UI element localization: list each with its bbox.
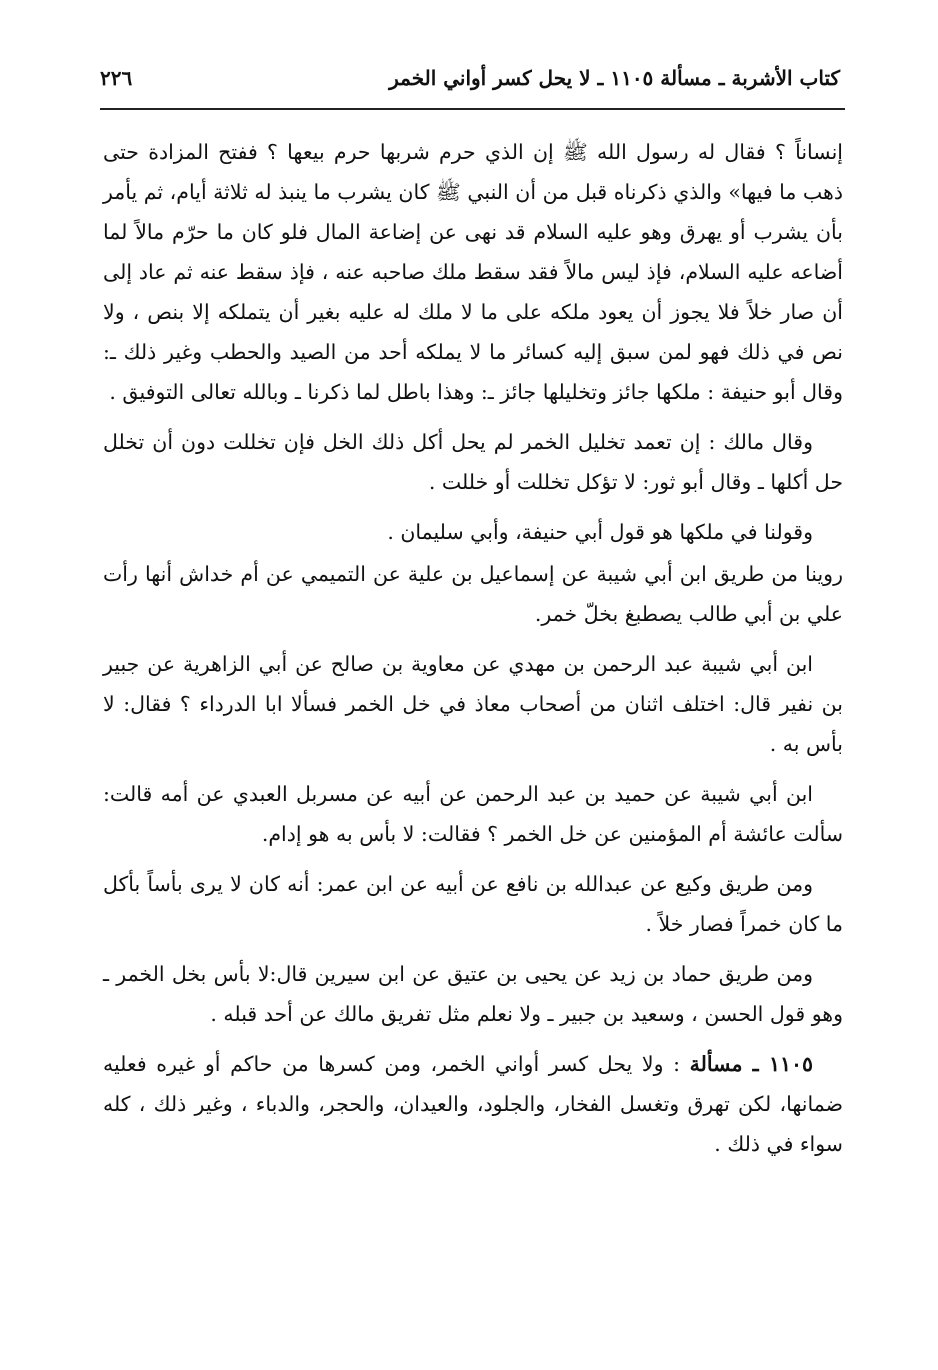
paragraph: إنساناً ؟ فقال له رسول الله ﷺ إن الذي حرم شربها حرم بيعها ؟ ففتح المزادة حتى ذهب ما فيها» والذي ذكرناه قبل من أن النبي ﷺ كان يشرب ما ينبذ له ثلاثة أيام، ثم يأمر بأن يشرب أو يهرق وهو عليه السلام قد نهى عن إضاعة المال فلو كان ما حرّم مالاً لما أضاعه عليه السلام، فإذ ليس مالاً فقد سقط ملك صاحبه عنه ، فإذ سقط عنه ثم عاد إلى أن صار خلاً فلا يجوز أن يعود ملكه على ما لا ملك له عليه بغير أن يتملكه إلا بنص ، ولا نص في ذلك فهو لمن سبق إليه كسائر ما لا يملكه أحد من الصيد والحطب وغير ذلك ـ: وقال أبو حنيفة : ملكها جائز وتخليلها جائز ـ: وهذا باطل لما ذكرنا ـ وبالله تعالى التوفيق . [103, 140, 843, 404]
body-text [103, 132, 843, 1164]
running-title: كتاب الأشربة ـ مسألة ١١٠٥ ـ لا يحل كسر أواني الخمر [389, 66, 840, 90]
paragraph: ابن أبي شيبة عبد الرحمن بن مهدي عن معاوية بن صالح عن أبي الزاهرية عن جبير بن نفير قال: اختلف اثنان من أصحاب معاذ في خل الخمر فسألا ابا الدرداء ؟ فقال: لا بأس به . [103, 652, 843, 756]
paragraph: روينا من طريق ابن أبي شيبة عن إسماعيل بن علية عن التميمي عن أم خداش أنها رأت علي بن أبي طالب يصطبغ بخلّ خمر. [103, 562, 843, 626]
header-rule [100, 108, 845, 110]
paragraph: ابن أبي شيبة عن حميد بن عبد الرحمن عن أبيه عن مسربل العبدي عن أمه قالت: سألت عائشة أم المؤمنين عن خل الخمر ؟ فقالت: لا بأس به هو إدام. [103, 782, 843, 846]
page-header [100, 58, 840, 98]
paragraph: ومن طريق وكيع عن عبدالله بن نافع عن أبيه عن ابن عمر: أنه كان لا يرى بأساً بأكل ما كان خمراً فصار خلاً . [103, 872, 843, 936]
issue-paragraph [103, 1044, 843, 1164]
issue-text: : ولا يحل كسر أواني الخمر، ومن كسرها من حاكم أو غيره فعليه ضمانها، لكن تهرق وتغسل الفخار، والجلود، والعيدان، والحجر، والدباء ، وغير ذلك ، كله سواء في ذلك . [103, 1052, 843, 1156]
paragraph: وقال مالك : إن تعمد تخليل الخمر لم يحل أكل ذلك الخل فإن تخللت دون أن تخلل حل أكلها ـ وقال أبو ثور: لا تؤكل تخللت أو خللت . [103, 430, 843, 494]
paragraph: وقولنا في ملكها هو قول أبي حنيفة، وأبي سليمان . [387, 520, 813, 544]
page-number: ٢٢٦ [100, 66, 133, 90]
issue-heading: ١١٠٥ ـ مسألة [689, 1052, 813, 1076]
paragraph: ومن طريق حماد بن زيد عن يحيى بن عتيق عن ابن سيرين قال:لا بأس بخل الخمر ـ وهو قول الحسن ، وسعيد بن جبير ـ ولا نعلم مثل تفريق مالك عن أحد قبله . [103, 962, 843, 1026]
